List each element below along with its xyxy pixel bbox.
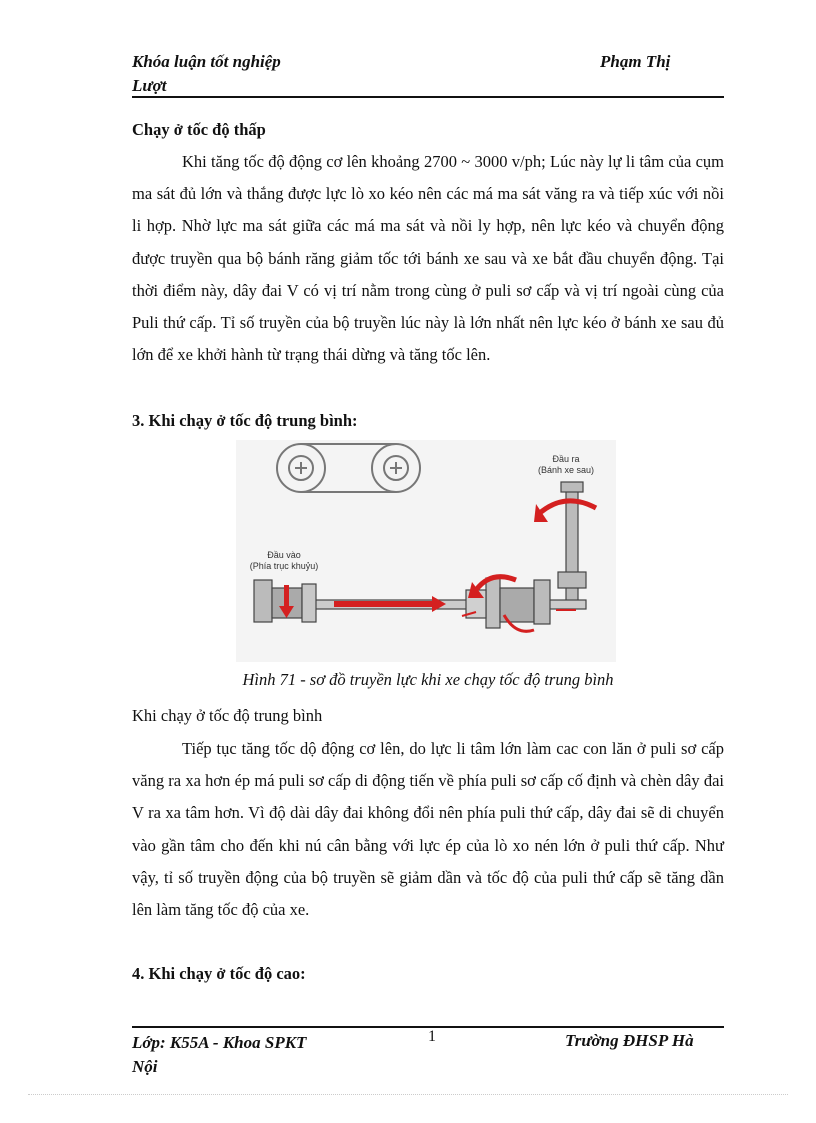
bottom-dotted-line <box>28 1094 788 1095</box>
footer-class: Lớp: K55A - Khoa SPKT <box>132 1033 307 1052</box>
page-number: 1 <box>428 1028 436 1045</box>
figure-caption: Hình 71 - sơ đồ truyền lực khi xe chạy tốc độ trung bình <box>242 670 614 689</box>
label-output-sub: (Bánh xe sau) <box>537 465 595 475</box>
section-mid-paragraph: Tiếp tục tăng tốc dộ động cơ lên, do lực li tâm lớn làm cac con lăn ở puli sơ cấp văng ra xa hơn ép má puli sơ cấp di động tiến về phía puli sơ cấp cố định và chèn dây đai V ra xa tâm hơn. Vì độ dài dây đai không đổi nên phía puli thứ cấp, dây đai sẽ di chuyển vào gần tâm cho đến khi nú cân bằng với lực ép của lò xo nén lớn ở puli thứ cấp. Như vậy, tỉ số truyền động của bộ truyền sẽ giảm dần và tốc độ của puli thứ cấp sẽ tăng dần lên làm tăng tốc độ của xe. <box>132 739 724 920</box>
footer-left <box>132 1031 362 1079</box>
header-left <box>132 50 352 98</box>
header-title: Khóa luận tốt nghiệp <box>132 52 281 71</box>
label-output: Đầu ra <box>552 454 580 464</box>
transmission-figure <box>236 440 616 662</box>
section3-heading: 3. Khi chạy ở tốc độ trung bình: <box>132 411 358 430</box>
label-input: Đầu vào <box>267 550 301 560</box>
section-mid-subheading: Khi chạy ở tốc độ trung bình <box>132 706 323 725</box>
footer-school: Trường ĐHSP Hà <box>565 1031 694 1050</box>
header-title-cont: Lượt <box>132 76 167 95</box>
section-low-paragraph: Khi tăng tốc độ động cơ lên khoảng 2700 ~ 3000 v/ph; Lúc này lự li tâm của cụm ma sát đủ lớn và thắng được lực lò xo kéo nên các má ma sát văng ra và tiếp xúc với nồi li hợp. Nhờ lực ma sát giữa các má ma sát và nồi ly hợp, nên lực kéo và chuyển động được truyền qua bộ bánh răng giảm tốc tới bánh xe sau và xe bắt đầu chuyển động. Tại thời điểm này, dây đai V có vị trí nằm trong cùng ở puli sơ cấp và vị trí ngoài cùng của Puli thứ cấp. Tỉ số truyền của bộ truyền lúc này là lớn nhất nên lực kéo ở bánh xe sau đủ lớn để xe khởi hành từ trạng thái dừng và tăng tốc lên. <box>132 152 724 365</box>
section-low-heading: Chạy ở tốc độ thấp <box>132 120 266 139</box>
footer-class-cont: Nội <box>132 1057 158 1076</box>
section4-heading: 4. Khi chạy ở tốc độ cao: <box>132 964 306 983</box>
header-author: Phạm Thị <box>600 52 671 71</box>
label-input-sub: (Phía trục khuỷu) <box>249 561 319 571</box>
header-rule <box>132 96 724 98</box>
transmission-diagram <box>236 440 616 662</box>
